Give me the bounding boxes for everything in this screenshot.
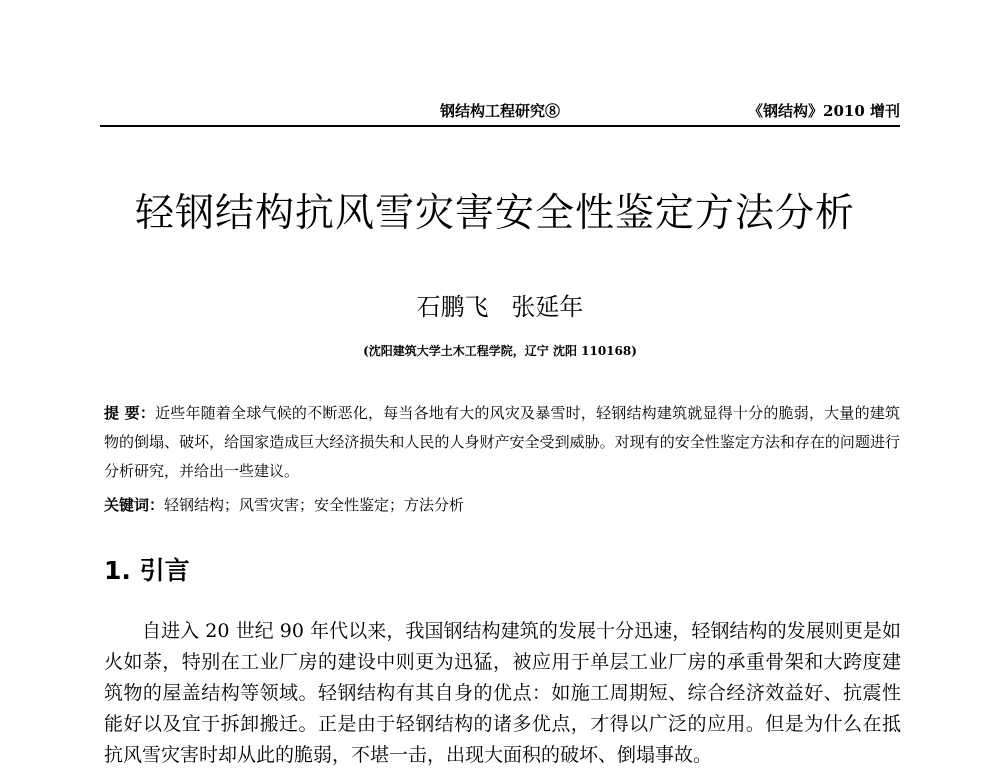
abstract-label: 提 要：	[104, 404, 156, 422]
abstract	[104, 399, 900, 486]
keywords-text: 轻钢结构；风雪灾害；安全性鉴定；方法分析	[164, 496, 465, 514]
authors: 石鹏飞 张延年	[416, 293, 584, 321]
section-heading: 1. 引言	[104, 556, 190, 585]
header-rule	[100, 125, 900, 127]
affiliation: (沈阳建筑大学土木工程学院，辽宁 沈阳 110168)	[363, 344, 637, 358]
keywords	[104, 493, 900, 517]
keywords-label: 关键词：	[104, 496, 165, 514]
running-header-left: 钢结构工程研究⑧	[440, 102, 561, 120]
abstract-text: 近些年随着全球气候的不断恶化，每当各地有大的风灾及暴雪时，轻钢结构建筑就显得十分的脆弱，大量的建筑物的倒塌、破坏，给国家造成巨大经济损失和人民的人身财产安全受到威胁。对现有的安全性鉴定方法和存在的问题进行分析研究，并给出一些建议。	[104, 404, 900, 480]
paper-title: 轻钢结构抗风雪灾害安全性鉴定方法分析	[134, 191, 855, 236]
section-body: 自进入 20 世纪 90 年代以来，我国钢结构建筑的发展十分迅速，轻钢结构的发展则更是如火如荼，特别在工业厂房的建设中则更为迅猛，被应用于单层工业厂房的承重骨架和大跨度建筑物的屋盖结构等领域。轻钢结构有其自身的优点：如施工周期短、综合经济效益好、抗震性能好以及宜于拆卸搬迁。正是由于轻钢结构的诸多优点，才得以广泛的应用。但是为什么在抵抗风雪灾害时却从此的脆弱，不堪一击，出现大面积的破坏、倒塌事故。	[104, 620, 901, 766]
running-header-right: 《钢结构》2010 增刊	[748, 102, 900, 120]
